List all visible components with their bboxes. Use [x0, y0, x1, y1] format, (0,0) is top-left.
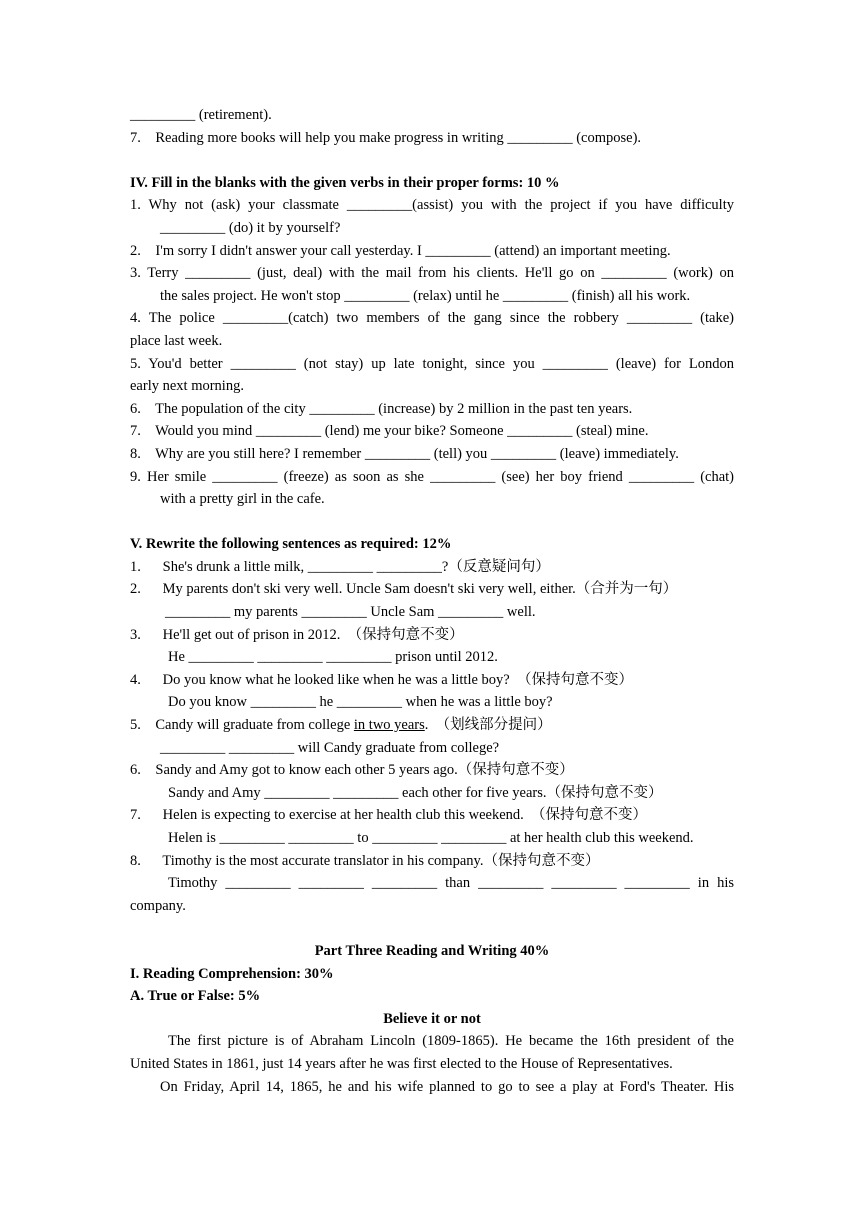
text-line: the sales project. He won't stop _________ (relax) until he _________ (finish) all his work.: [160, 287, 691, 304]
text-line: 1. Why not (ask) your classmate _________(assist) you with the project if you have difficulty: [130, 197, 734, 214]
text-line: 8. Why are you still here? I remember _________ (tell) you _________ (leave) immediately.: [130, 445, 679, 462]
text-line: [130, 714, 734, 737]
text-line: with a pretty girl in the cafe.: [160, 491, 325, 508]
text-line: _________ _________ will Candy graduate from college?: [160, 739, 500, 756]
text-line: _________ (do) it by yourself?: [160, 219, 341, 236]
document-page: [130, 104, 734, 1098]
paragraph-line: On Friday, April 14, 1865, he and his wife planned to go to see a play at Ford's Theater. His: [160, 1078, 734, 1095]
text-line: 1. She's drunk a little milk, _________ _________?（反意疑问句）: [130, 558, 550, 575]
text-line: 7. Reading more books will help you make progress in writing _________ (compose).: [130, 129, 642, 146]
paragraph-line: United States in 1861, just 14 years after he was first elected to the House of Representatives.: [130, 1055, 673, 1072]
text-line: 3. Terry _________ (just, deal) with the mail from his clients. He'll go on _________ (work) on: [130, 265, 734, 282]
text-run: 5. Candy will graduate from college: [130, 717, 354, 734]
underlined-phrase: in two years: [353, 717, 425, 734]
text-line: 2. My parents don't ski very well. Uncle Sam doesn't ski very well, either.（合并为一句）: [130, 581, 678, 598]
text-line: 9. Her smile _________ (freeze) as soon as she _________ (see) her boy friend _________ (chat): [130, 468, 734, 485]
text-line: Timothy _________ _________ _________ than _________ _________ _________ in his: [168, 875, 734, 892]
passage-title: Believe it or not: [383, 1010, 481, 1027]
text-line: 2. I'm sorry I didn't answer your call yesterday. I _________ (attend) an important meeting.: [130, 242, 671, 259]
text-line: 3. He'll get out of prison in 2012. （保持句意不变）: [130, 626, 464, 643]
text-run: . （划线部分提问）: [424, 717, 552, 734]
text-line: _________ my parents _________ Uncle Sam _________ well.: [165, 604, 536, 621]
text-line: 6. The population of the city _________ (increase) by 2 million in the past ten years.: [130, 400, 633, 417]
text-line: 7. Would you mind _________ (lend) me your bike? Someone _________ (steal) mine.: [130, 423, 649, 440]
text-line: Helen is _________ _________ to _________ _________ at her health club this weekend.: [168, 830, 694, 846]
text-line: 8. Timothy is the most accurate translator in his company.（保持句意不变）: [130, 852, 600, 869]
section-heading: IV. Fill in the blanks with the given verbs in their proper forms: 10 %: [130, 174, 560, 191]
section-heading: V. Rewrite the following sentences as required: 12%: [130, 536, 452, 553]
text-line: company.: [130, 897, 186, 914]
part-heading: Part Three Reading and Writing 40%: [314, 942, 550, 959]
text-line: place last week.: [130, 332, 223, 349]
section-heading: A. True or False: 5%: [130, 988, 261, 1005]
text-line: _________ (retirement).: [130, 107, 272, 123]
text-line: Sandy and Amy _________ _________ each other for five years.（保持句意不变）: [168, 784, 663, 801]
text-line: He _________ _________ _________ prison until 2012.: [168, 649, 498, 666]
text-line: Do you know _________ he _________ when he was a little boy?: [168, 694, 553, 711]
text-line: 5. You'd better _________ (not stay) up late tonight, since you _________ (leave) for London: [130, 355, 734, 372]
text-line: 6. Sandy and Amy got to know each other 5 years ago.（保持句意不变）: [130, 762, 574, 779]
text-line: 4. Do you know what he looked like when he was a little boy? （保持句意不变）: [130, 671, 633, 688]
paragraph-line: The first picture is of Abraham Lincoln (1809-1865). He became the 16th president of the: [168, 1033, 734, 1050]
text-line: 7. Helen is expecting to exercise at her health club this weekend. （保持句意不变）: [130, 807, 648, 824]
text-line: 4. The police _________(catch) two members of the gang since the robbery _________ (take): [130, 310, 734, 327]
section-heading: I. Reading Comprehension: 30%: [130, 965, 334, 982]
text-line: early next morning.: [130, 378, 244, 395]
